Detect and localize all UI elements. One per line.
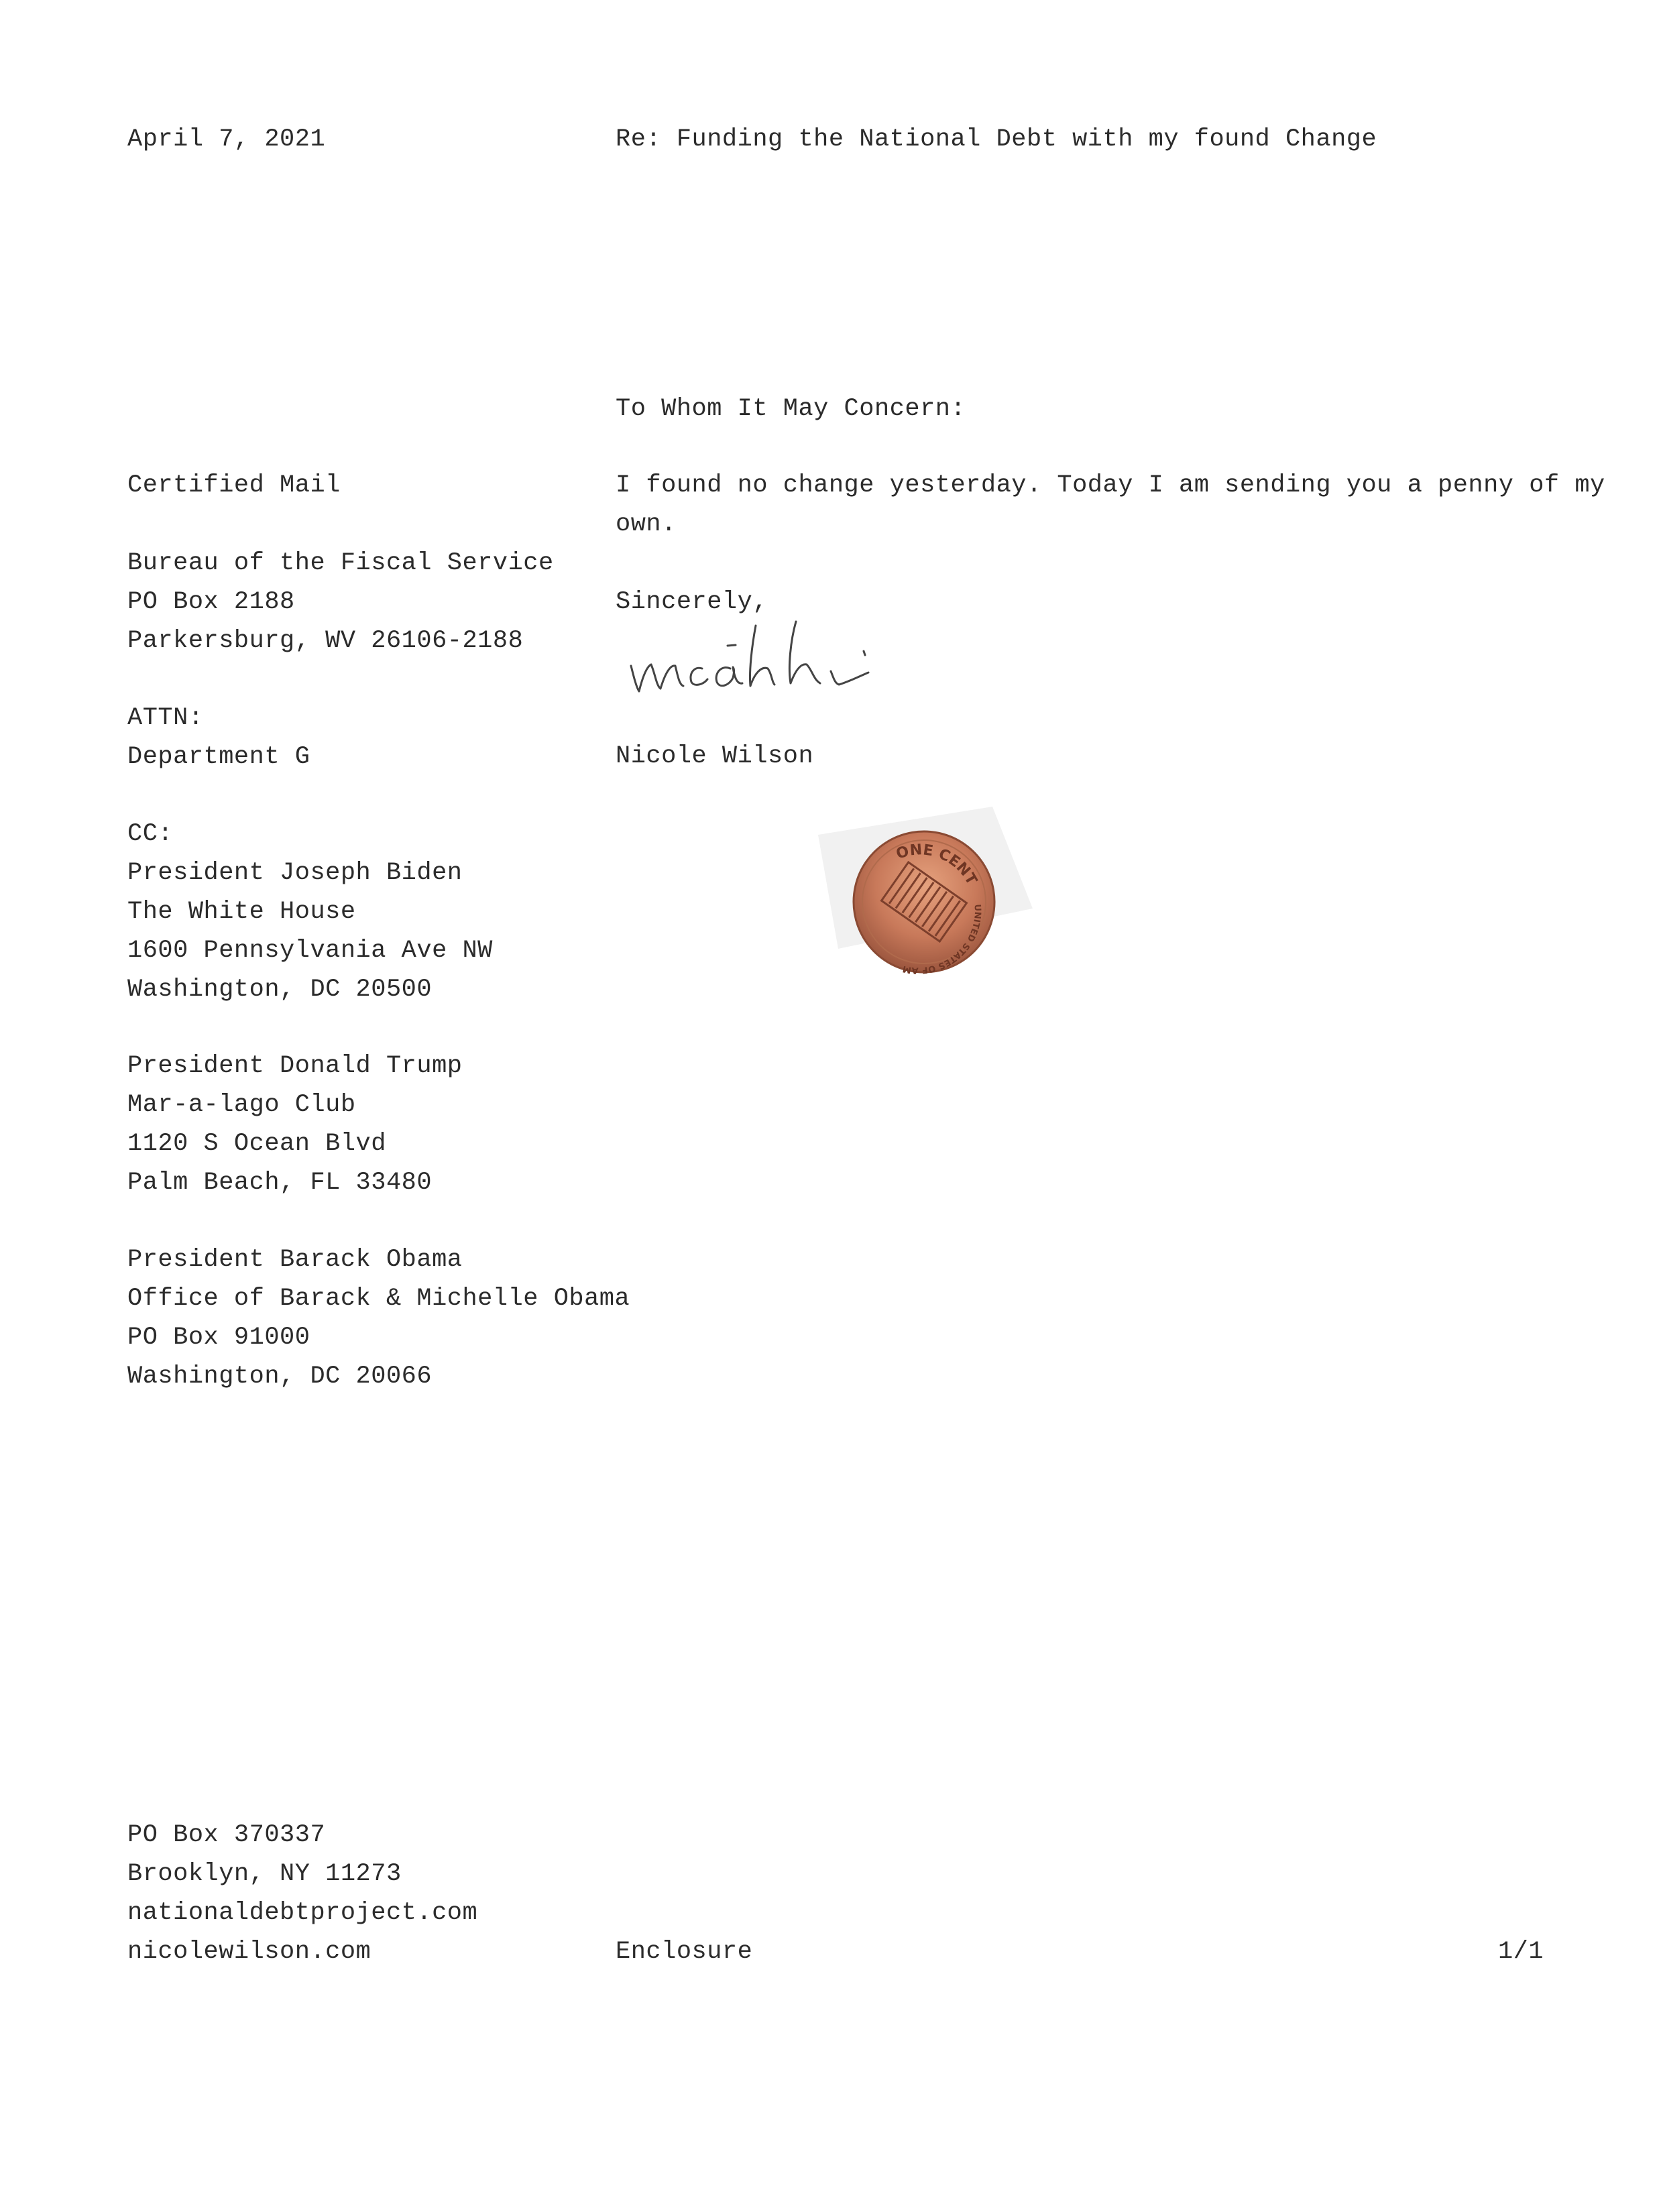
signature-image [620,607,942,707]
body-line: I found no change yesterday. Today I am sending you a penny of my [616,471,1605,500]
attn-block [127,699,310,776]
enclosure-label: Enclosure [616,1938,753,1966]
recipient-line: PO Box 2188 [127,588,295,616]
cc-trump-block [127,1047,462,1202]
sender-line: nationaldebtproject.com [127,1899,478,1927]
recipient-address [127,544,554,660]
letter-body [616,466,1605,544]
attn-label: ATTN: [127,704,204,732]
signer-name: Nicole Wilson [616,742,814,770]
attn-department: Department G [127,743,310,771]
cc-line: The White House [127,898,356,926]
cc-line: Mar-a-lago Club [127,1091,356,1119]
salutation: To Whom It May Concern: [616,395,966,423]
page-number: 1/1 [1498,1938,1544,1966]
recipient-line: Bureau of the Fiscal Service [127,549,554,577]
cc-line: President Donald Trump [127,1052,463,1080]
cc-line: 1120 S Ocean Blvd [127,1130,386,1158]
sender-line: nicolewilson.com [127,1938,371,1966]
closing: Sincerely, [616,588,768,616]
cc-label: CC: [127,820,174,848]
letter-date: April 7, 2021 [127,125,326,154]
sender-line: Brooklyn, NY 11273 [127,1860,402,1888]
sender-address [127,1816,477,1971]
cc-line: President Barack Obama [127,1246,463,1274]
cc-line: Washington, DC 20500 [127,976,433,1004]
sender-line: PO Box 370337 [127,1821,326,1849]
mail-type: Certified Mail [127,471,341,500]
cc-line: Office of Barack & Michelle Obama [127,1285,630,1313]
cc-line: President Joseph Biden [127,859,463,887]
cc-obama-block [127,1240,630,1396]
cc-line: PO Box 91000 [127,1324,310,1352]
penny-enclosure [811,795,1039,1009]
cc-line: Palm Beach, FL 33480 [127,1169,433,1197]
cc-block [127,815,493,1009]
cc-line: Washington, DC 20066 [127,1362,433,1391]
cc-line: 1600 Pennsylvania Ave NW [127,937,493,965]
body-line: own. [616,510,677,538]
letter-subject: Re: Funding the National Debt with my found Change [616,125,1377,154]
recipient-line: Parkersburg, WV 26106-2188 [127,627,524,655]
penny-top-text: ONE CENT [894,841,980,888]
penny-side-text: UNITED STATES OF AMERICA [901,904,983,976]
